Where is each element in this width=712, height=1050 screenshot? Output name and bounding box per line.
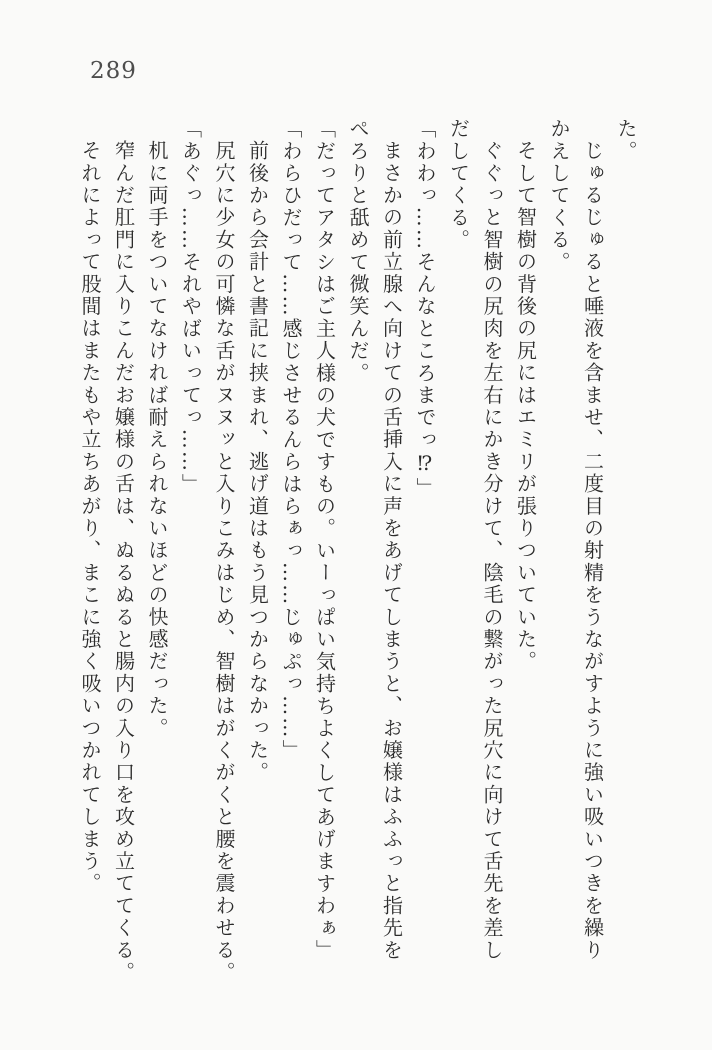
text-line: かえしてくる。	[547, 118, 571, 274]
text-line: じゅるじゅると唾液を含ませ、二度目の射精をうながすように強い吸いつきを繰り	[580, 140, 605, 962]
text-line: た。	[614, 118, 638, 163]
text-line: 前後から会計と書記に挟まれ、逃げ道はもう見つからなかった。	[245, 140, 270, 784]
text-line: 尻穴に少女の可憐な舌がヌヌッと入りこみはじめ、智樹はがくがくと腰を震わせる。	[212, 140, 236, 984]
text-line: だしてくる。	[446, 118, 471, 252]
text-line: 机に両手をついてなければ耐えられないほどの快感だった。	[145, 140, 169, 740]
text-column-list	[73, 118, 643, 1018]
text-line: まさかの前立腺へ向けての舌挿入に声をあげてしまうと、お嬢様はふふっと指先を	[379, 140, 404, 962]
text-line: 「だってアタシはご主人様の犬ですもの。いーっぱい気持ちよくしてあげますわぁ」	[312, 118, 337, 962]
text-line: そして智樹の背後の尻にはエミリが張りついていた。	[513, 140, 538, 673]
text-line: それによって股間はまたもや立ちあがり、まこに強く吸いつかれてしまう。	[78, 140, 102, 895]
text-line: ぺろりと舐めて微笑んだ。	[346, 118, 370, 385]
text-line: 「わらひだって……感じさせるんらはらぁっ……じゅぷっ……」	[279, 118, 303, 762]
text-line: ぐぐっと智樹の尻肉を左右にかき分けて、陰毛の繋がった尻穴に向けて舌先を差し	[480, 140, 504, 962]
text-line: 窄んだ肛門に入りこんだお嬢様の舌は、ぬるぬると腸内の入り口を攻め立ててくる。	[111, 140, 136, 984]
text-line: 「わわっ……そんなところまでっ⁉」	[413, 118, 437, 500]
text-line: 「あぐっ……それやばいってっ……」	[178, 118, 203, 496]
page-number: 289	[90, 58, 137, 84]
